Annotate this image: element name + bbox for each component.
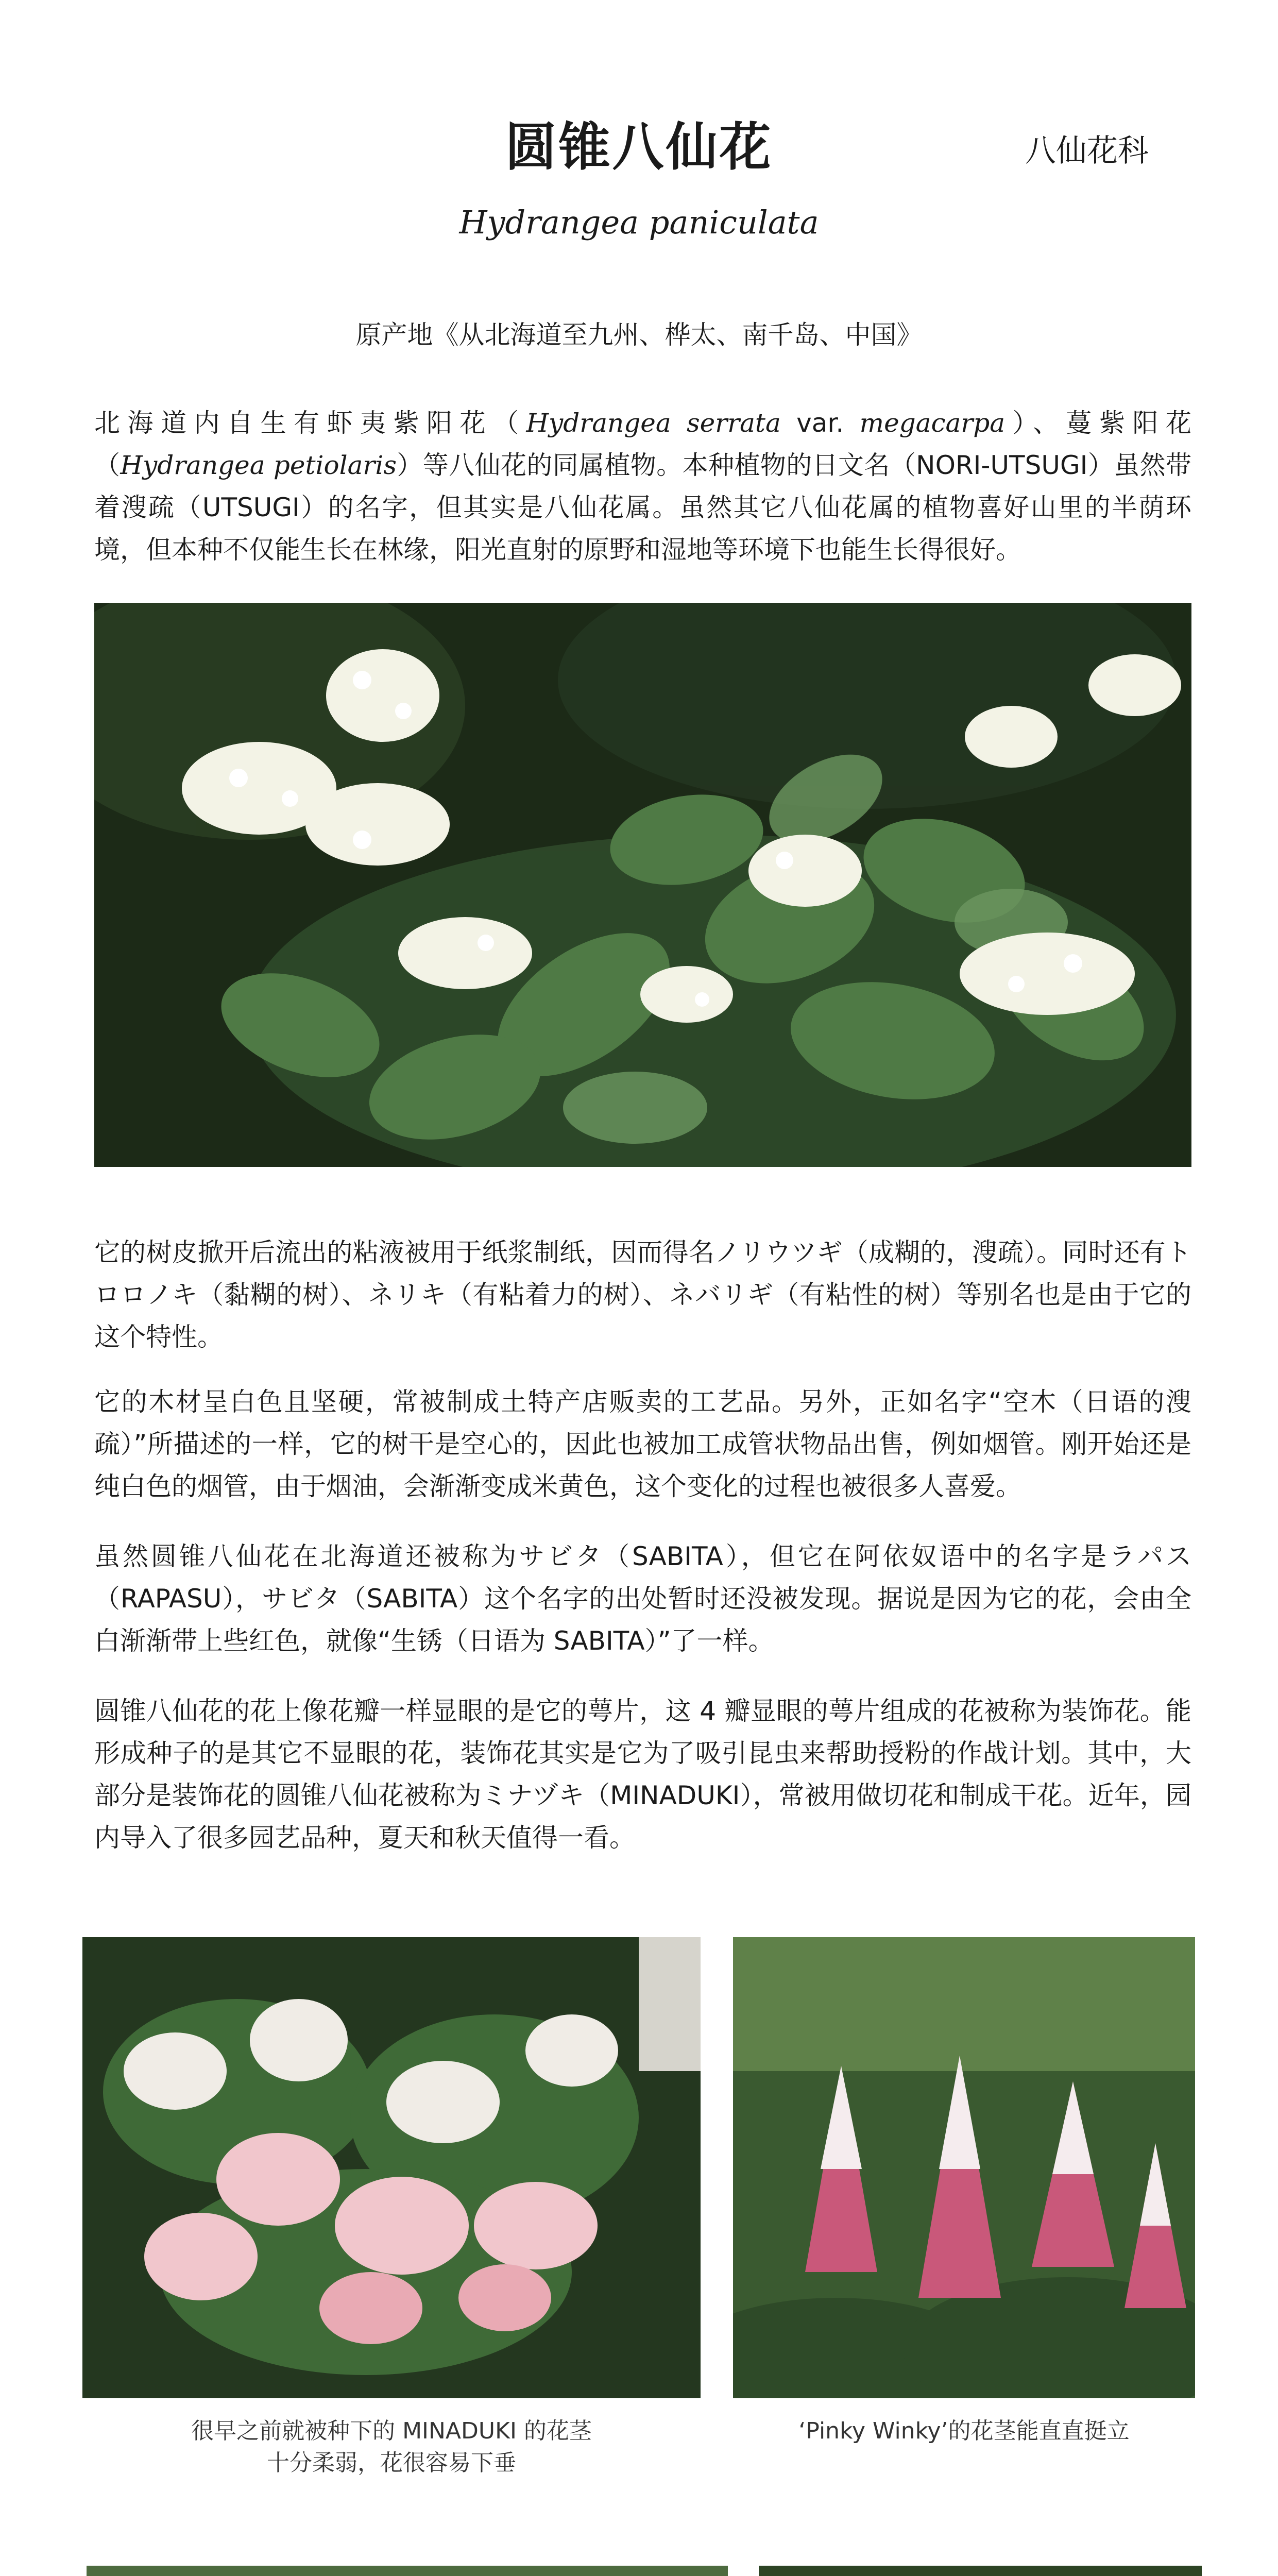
page-title: 圆锥八仙花 <box>505 117 773 177</box>
magical-moonlight-photo <box>759 2566 1202 2576</box>
latin-name: Hydrangea paniculata <box>459 204 819 241</box>
caption-minaduki-line2: 十分柔弱，花很容易下垂 <box>267 2450 516 2476</box>
caption-minaduki <box>82 2415 701 2479</box>
intro-paragraph: 北海道内自生有虾夷紫阳花（Hydrangea serrata var. megacarpa）、蔓紫阳花（Hydrangea petiolaris）等八仙花的同属植物。本种植物的日文名（NORI-UTSUGI）虽然带着溲疏（UTSUGI）的名字，但其实是八仙花属。虽然其它八仙花属的植物喜好山里的半荫环境，但本种不仅能生长在林缘，阳光直射的原野和湿地等环境下也能生长得很好。 <box>94 408 1192 565</box>
body-paragraph-3: 虽然圆锥八仙花在北海道还被称为サビタ（SABITA），但它在阿依奴语中的名字是ラパス（RAPASU），サビタ（SABITA）这个名字的出处暂时还没被发现。据说是因为它的花，会由全白渐渐带上些红色，就像“生锈（日语为 SABITA）”了一样。 <box>94 1541 1191 1656</box>
body-paragraph-1: 它的树皮掀开后流出的粘液被用于纸浆制纸，因而得名ノリウツギ（成糊的，溲疏）。同时还有トロロノキ（黏糊的树）、ネリキ（有粘着力的树）、ネバリギ（有粘性的树）等别名也是由于它的这个特性。 <box>94 1238 1191 1352</box>
caption-pinky-winky: ‘Pinky Winky’的花茎能直直挺立 <box>798 2418 1130 2444</box>
pinky-winky-photo <box>733 1937 1195 2398</box>
body-paragraph-2: 它的木材呈白色且坚硬，常被制成土特产店贩卖的工艺品。另外，正如名字“空木（日语的溲疏）”所描述的一样，它的树干是空心的，因此也被加工成管状物品出售，例如烟管。刚开始还是纯白色的烟管，由于烟油，会渐渐变成米黄色，这个变化的过程也被很多人喜爱。 <box>94 1387 1191 1501</box>
plant-family: 八仙花科 <box>1025 133 1149 169</box>
body-paragraph-4: 圆锥八仙花的花上像花瓣一样显眼的是它的萼片，这 4 瓣显眼的萼片组成的花被称为装饰花。能形成种子的是其它不显眼的花，装饰花其实是它为了吸引昆虫来帮助授粉的作战计划。其中，大部分是装饰花的圆锥八仙花被称为ミナヅキ（MINADUKI），常被用做切花和制成干花。近年，园内导入了很多园艺品种，夏天和秋天值得一看。 <box>94 1696 1191 1853</box>
caption-minaduki-line1: 很早之前就被种下的 MINADUKI 的花茎 <box>191 2418 592 2444</box>
origin-text: 原产地《从北海道至九州、桦太、南千岛、中国》 <box>355 320 923 350</box>
minaduki-photo <box>82 1937 701 2398</box>
main-photo <box>94 603 1191 1167</box>
limelight-photo <box>87 2566 728 2576</box>
